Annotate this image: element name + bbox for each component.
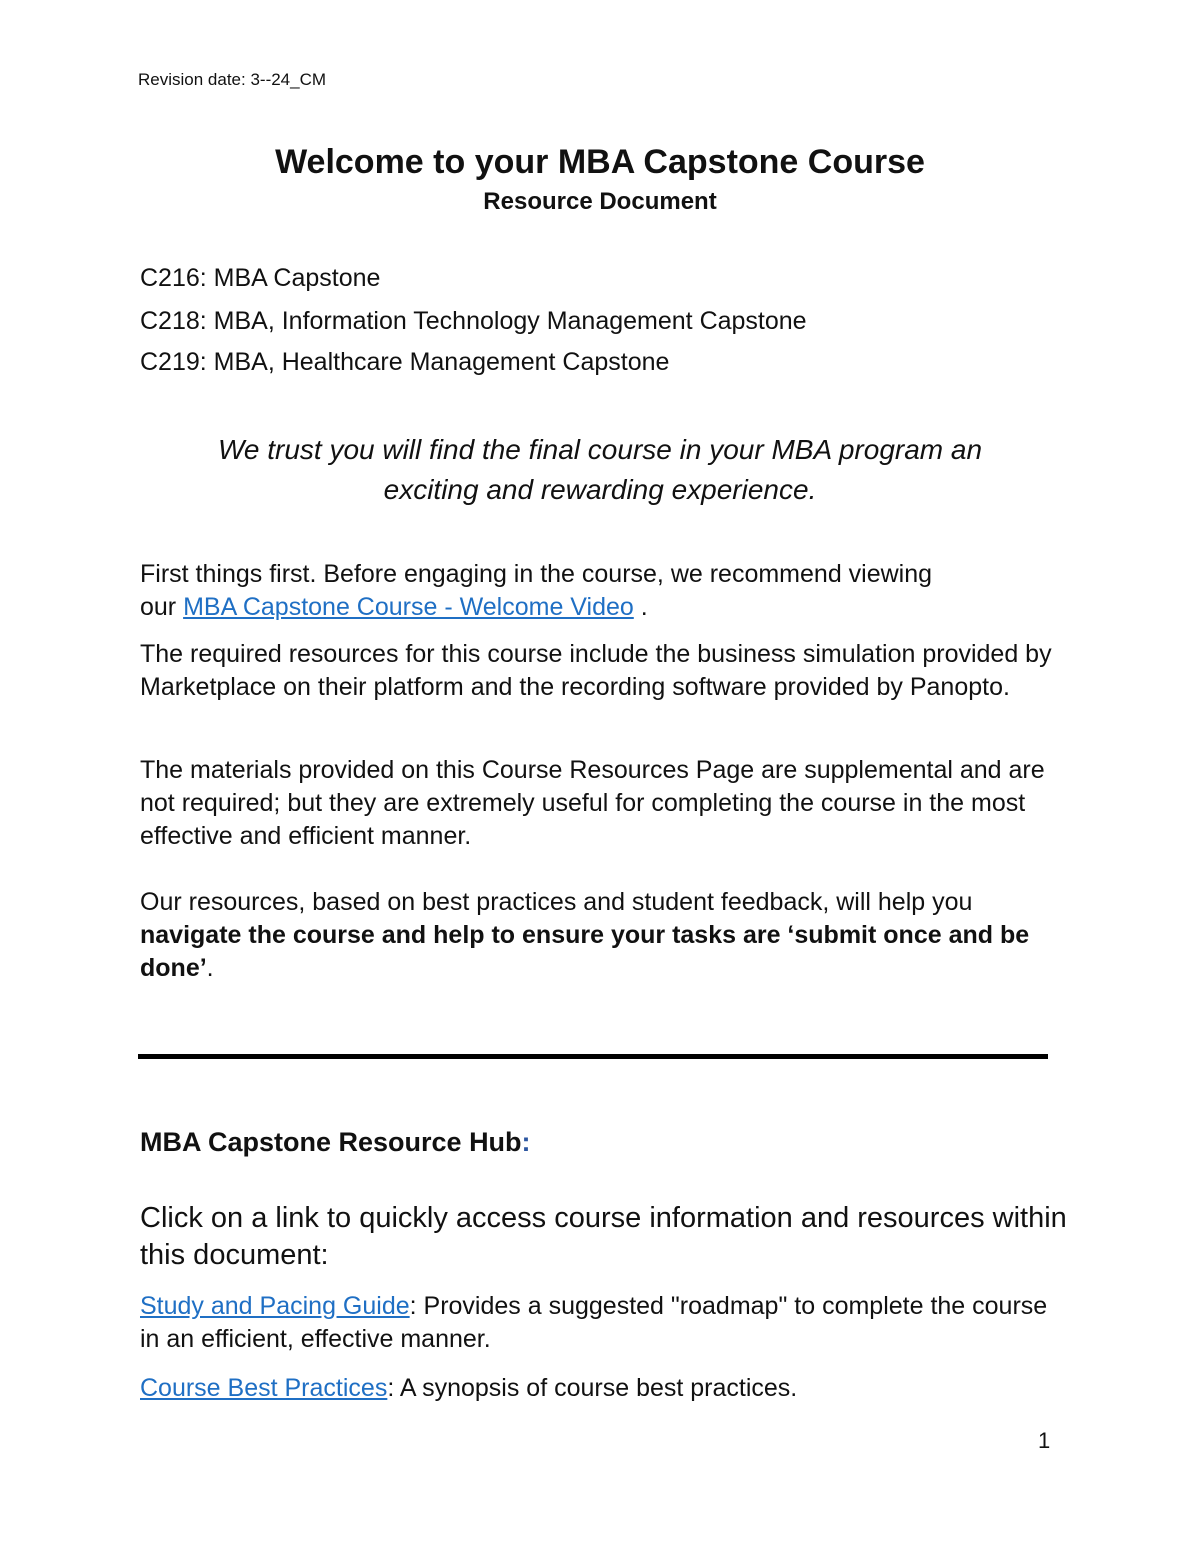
intro-line-1: We trust you will find the final course in your MBA program an	[217, 434, 983, 465]
first-things-line-1: First things first. Before engaging in the course, we recommend viewing	[140, 560, 933, 588]
resource-hub-instruction: Click on a link to quickly access course information and resources within this document:	[140, 1202, 1067, 1271]
course-code-c219: C219: MBA, Healthcare Management Capstone	[140, 348, 670, 376]
course-code-c218: C218: MBA, Information Technology Management Capstone	[140, 307, 807, 335]
our-resources-paragraph	[140, 886, 1070, 985]
supplemental-materials-paragraph: The materials provided on this Course Resources Page are supplemental and are not required; but they are extremely useful for completing the course in the most effective and efficient manner.	[140, 756, 1045, 850]
study-pacing-guide-description: : Provides a suggested "roadmap" to complete the course in an efficient, effective manner.	[140, 1292, 1048, 1353]
resource-hub-title	[140, 1127, 531, 1158]
required-resources-paragraph: The required resources for this course include the business simulation provided by Marketplace on their platform and the recording software provided by Panopto.	[140, 640, 1052, 701]
our-resources-bold-text: navigate the course and help to ensure your tasks are ‘submit once and be done’	[140, 921, 1030, 982]
first-things-line-2	[140, 591, 1070, 624]
course-best-practices-link[interactable]: Course Best Practices	[140, 1374, 388, 1402]
study-pacing-guide-link[interactable]: Study and Pacing Guide	[140, 1292, 410, 1320]
hub-link-item-study-pacing	[140, 1290, 1070, 1356]
our-resources-line-1: Our resources, based on best practices and student feedback, will help you	[140, 888, 973, 916]
resource-hub-title-colon: :	[521, 1127, 531, 1157]
revision-date: Revision date: 3--24_CM	[138, 70, 327, 89]
page-title: Welcome to your MBA Capstone Course	[275, 143, 925, 181]
section-divider	[138, 1054, 1048, 1059]
welcome-video-link[interactable]: MBA Capstone Course - Welcome Video	[183, 593, 634, 621]
first-things-prefix: our	[140, 593, 184, 621]
first-things-suffix: .	[633, 593, 648, 621]
first-things-paragraph	[140, 558, 1070, 624]
intro-statement	[0, 430, 1200, 510]
page-subtitle: Resource Document	[483, 188, 717, 215]
intro-line-2: exciting and rewarding experience.	[383, 474, 817, 505]
resource-hub-title-text: MBA Capstone Resource Hub	[140, 1127, 522, 1157]
hub-link-item-best-practices	[140, 1372, 1070, 1405]
course-code-c216: C216: MBA Capstone	[140, 264, 381, 292]
page-number: 1	[1038, 1428, 1051, 1453]
our-resources-end: .	[206, 954, 214, 982]
course-best-practices-description: : A synopsis of course best practices.	[387, 1374, 798, 1402]
